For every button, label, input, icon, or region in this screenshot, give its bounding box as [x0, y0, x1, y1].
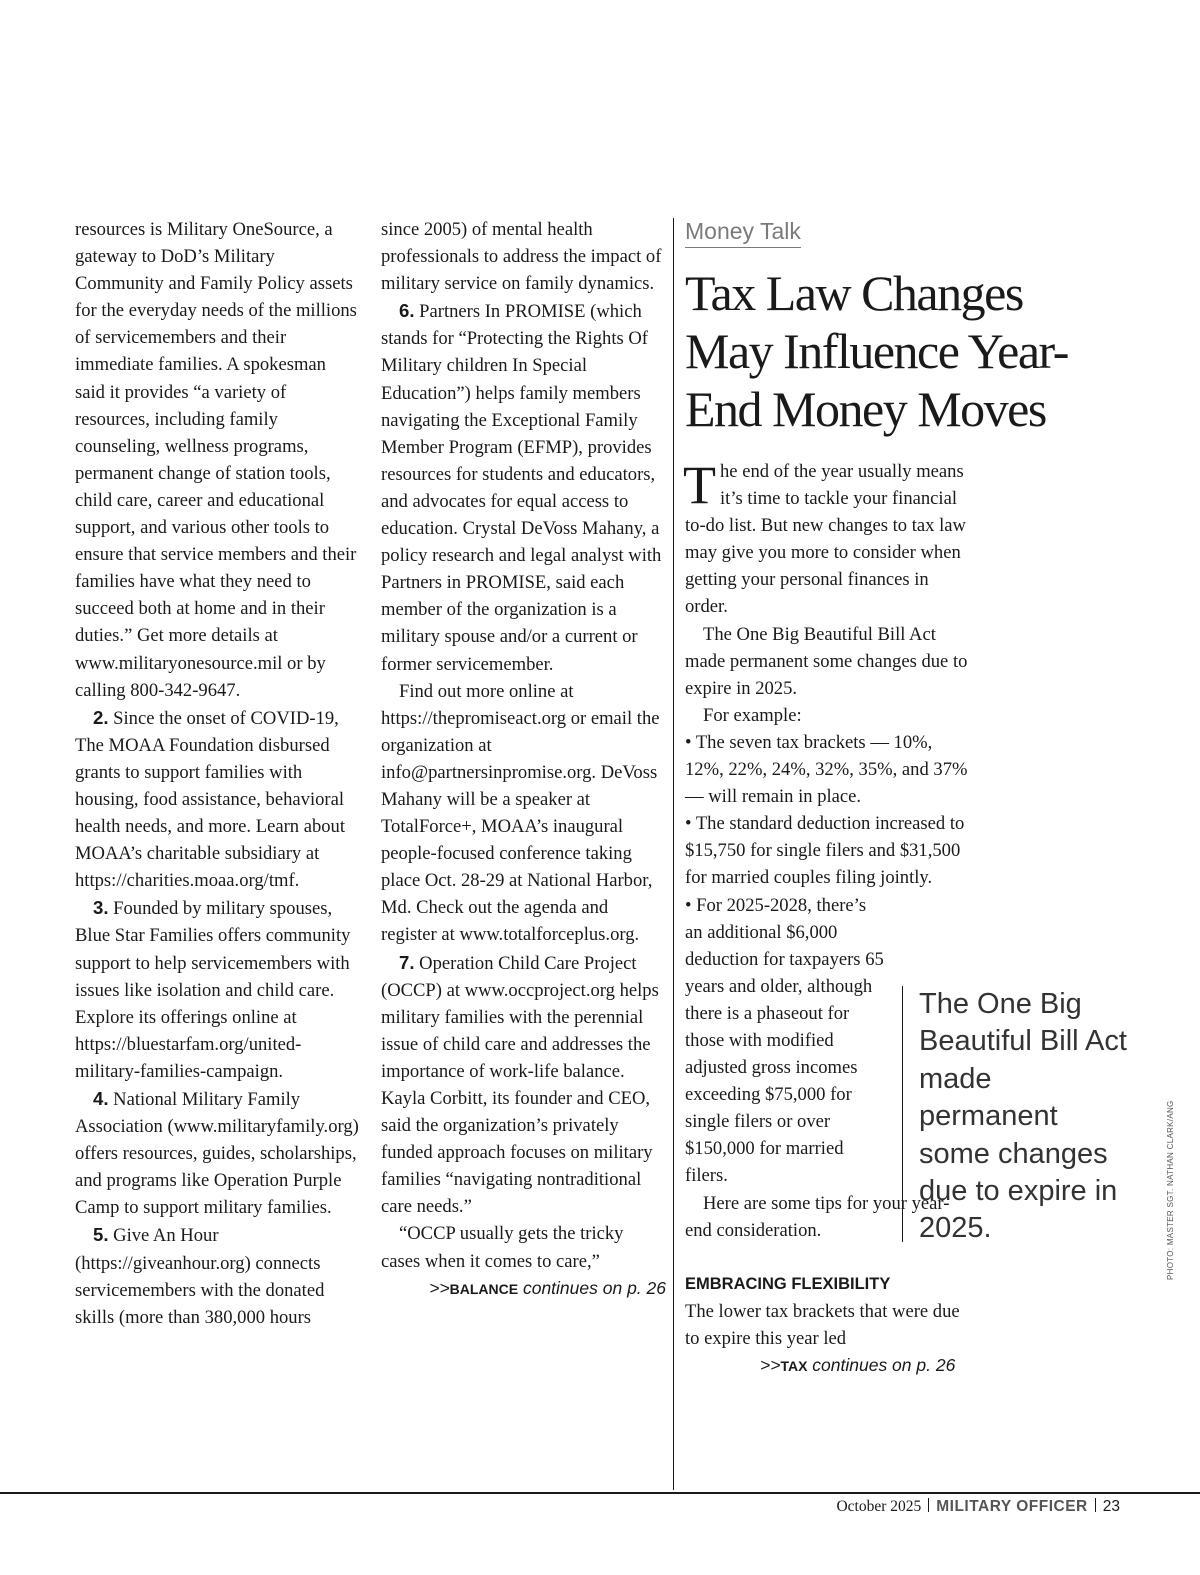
continue-arrow: >> [760, 1355, 781, 1375]
bullet-text: • For 2025-2028, there’s an additional $6,000 deduction for taxpayers 65 years and older, although there is a phaseout for those with modified adjusted gross incomes exceeding $75,000 for single filers or over $150,000 for married filers. [685, 894, 884, 1187]
page-number: 23 [1102, 1498, 1120, 1515]
item-text: Since the onset of COVID-19, The MOAA Foundation disbursed grants to support families with housing, food assistance, behavioral health needs, and more. Learn about MOAA’s charitable subsidiary at https://charities.moaa.org/tmf. [75, 707, 346, 892]
list-item [75, 894, 360, 1085]
column-divider [673, 218, 674, 1490]
paragraph: Find out more online at https://thepromiseact.org or email the organization at info@partnersinpromise.org. DeVoss Mahany will be a speaker at TotalForce+, MOAA’s inaugural people-focused conference taking place Oct. 28-29 at National Harbor, Md. Check out the agenda and register at www.totalforceplus.org. [381, 680, 660, 946]
paragraph: resources is Military OneSource, a gateway to DoD’s Military Community and Family Policy assets for the everyday needs of the millions of servicemembers and their immediate families. A spokesman said it provides “a variety of resources, including family counseling, wellness programs, permanent change of station tools, child care, career and educational support, and various other tools to ensure that service members and their families have what they need to succeed both at home and in their duties.” Get more details at www.militaryonesource.mil or by calling 800-342-9647. [75, 219, 357, 701]
item-number: 6. [399, 300, 415, 322]
continuation-link[interactable] [685, 1352, 970, 1380]
paragraph: “OCCP usually gets the tricky cases when it comes to care,” [381, 1223, 624, 1272]
column-left [75, 216, 360, 1331]
item-text: National Military Family Association (www.militaryfamily.org) offers resources, guides, scholarships, and programs like Operation Purple Camp to support military families. [75, 1089, 359, 1219]
paragraph: since 2005) of mental health professionals to address the impact of military service on family dynamics. [381, 219, 662, 295]
paragraph: For example: [703, 704, 802, 726]
item-number: 7. [399, 951, 415, 973]
photo-credit: PHOTO: MASTER SGT. NATHAN CLARK/ANG [1166, 1100, 1175, 1280]
article-headline: Tax Law Changes May Influence Year-End Money Moves [685, 265, 1068, 437]
lead-paragraph [683, 455, 970, 621]
item-text: Founded by military spouses, Blue Star Families offers community support to help servicemembers with issues like isolation and child care. Explore its offerings online at https://bluestarfam.org/united-military-families-campaign. [75, 898, 351, 1082]
item-number: 2. [93, 706, 109, 728]
magazine-name: MILITARY OFFICER [936, 1498, 1088, 1515]
list-item [75, 1221, 360, 1330]
item-text: Give An Hour (https://giveanhour.org) connects servicemembers with the donated skills (more than 380,000 hours [75, 1225, 325, 1328]
continue-key: BALANCE [449, 1280, 519, 1297]
continue-arrow: >> [429, 1277, 450, 1298]
list-item [75, 704, 360, 895]
list-item [381, 297, 666, 677]
footer-rule [0, 1492, 1200, 1494]
bullet-item: • The seven tax brackets — 10%, 12%, 22%, 24%, 32%, 35%, and 37% — will remain in place. [685, 731, 968, 808]
drop-cap: T [683, 455, 716, 515]
bullet-item: • The standard deduction increased to $15,750 for single filers and $31,500 for married couples filing jointly. [685, 813, 965, 889]
paragraph: The lower tax brackets that were due to expire this year led [685, 1300, 960, 1349]
continue-text: continues on p. 26 [518, 1277, 666, 1298]
bullet-item [685, 892, 885, 1190]
subheading: EMBRACING FLEXIBILITY [685, 1274, 891, 1293]
footer-separator [928, 1498, 929, 1512]
list-item [381, 949, 666, 1221]
paragraph: Here are some tips for your year-end consideration. [685, 1192, 950, 1241]
continue-key: TAX [780, 1358, 808, 1374]
footer-separator [1095, 1498, 1096, 1512]
issue-date: October 2025 [836, 1498, 922, 1515]
column-middle [381, 216, 666, 1303]
item-text: Partners In PROMISE (which stands for “Protecting the Rights Of Military children In Special Education”) helps family members navigating the Exceptional Family Member Program (EFMP), provides resources for students and educators, and advocates for equal access to education. Crystal DeVoss Mahany, a policy research and legal analyst with Partners in PROMISE, said each member of the organization is a military spouse and/or a current or former servicemember. [381, 301, 662, 675]
item-number: 5. [93, 1224, 109, 1246]
list-item [75, 1085, 360, 1221]
pull-quote: The One Big Beautiful Bill Act made permanent some changes due to expire in 2025. [902, 986, 1134, 1242]
paragraph: The One Big Beautiful Bill Act made permanent some changes due to expire in 2025. [685, 623, 968, 699]
lead-text: he end of the year usually means it’s time to tackle your financial to-do list. But new changes to tax law may give you more to consider when getting your personal finances in order. [685, 461, 966, 618]
page-footer [836, 1498, 1120, 1516]
item-text: Operation Child Care Project (OCCP) at www.occproject.org helps military families with the perennial issue of child care and addresses the importance of work-life balance. Kayla Corbitt, its founder and CEO, said the organization’s privately funded approach focuses on military families “navigating nontraditional care needs.” [381, 952, 659, 1218]
continue-text: continues on p. 26 [807, 1355, 956, 1375]
item-number: 4. [93, 1088, 109, 1109]
item-number: 3. [93, 897, 109, 919]
continuation-link[interactable] [381, 1275, 666, 1303]
section-label: Money Talk [685, 216, 801, 248]
